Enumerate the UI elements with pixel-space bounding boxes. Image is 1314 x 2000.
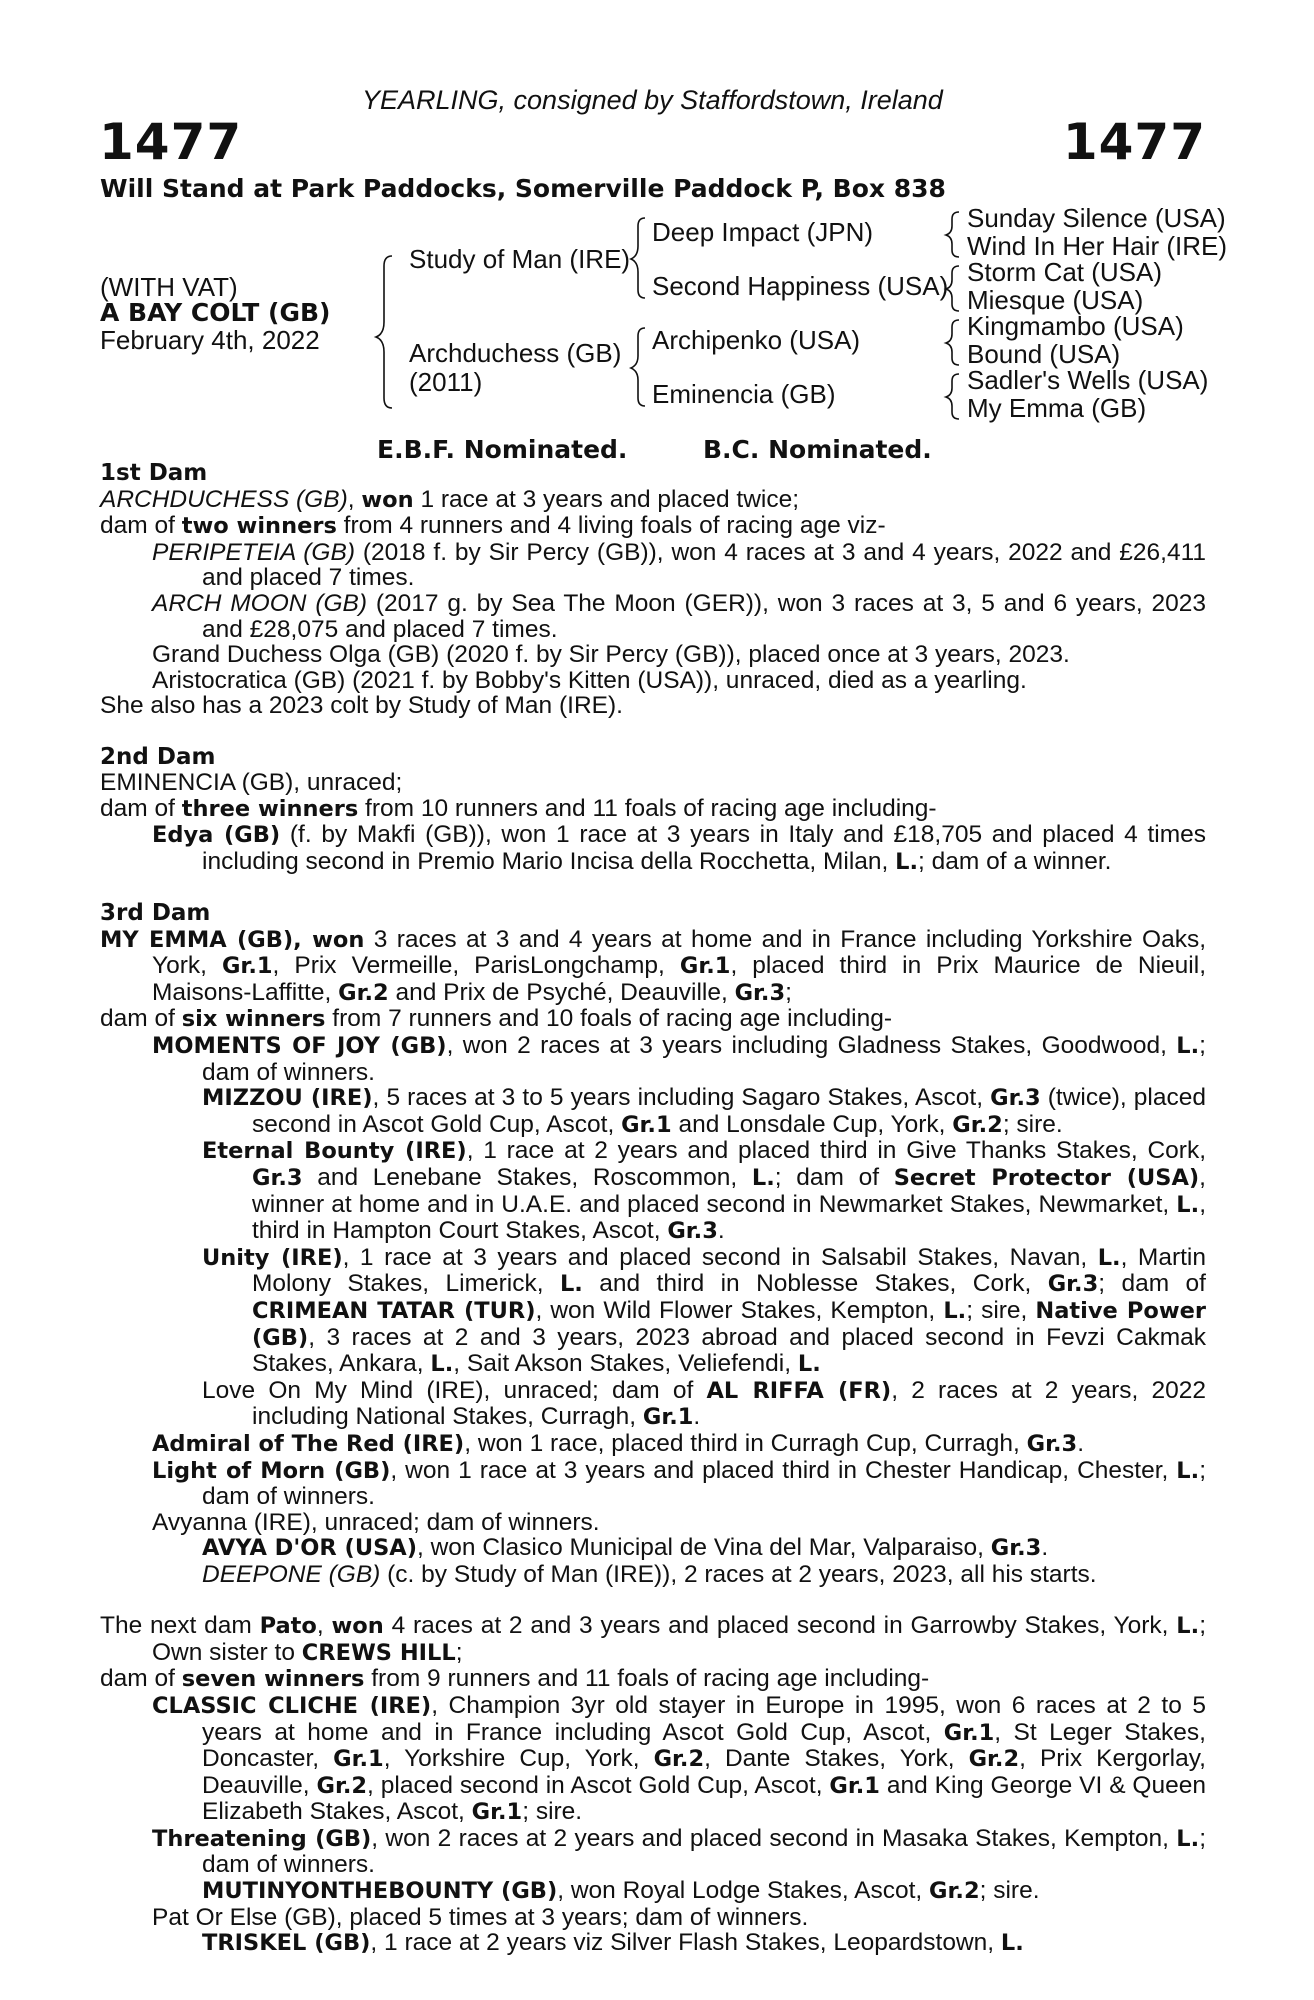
progeny-pat-or-else: Pat Or Else (GB), placed 5 times at 3 years; dam of winners. (152, 1903, 809, 1931)
pedigree-dam: Archduchess (GB) (409, 338, 622, 368)
consignment-line: YEARLING, consigned by Staffordstown, Ireland (362, 85, 943, 115)
first-dam-record: ARCHDUCHESS (GB), won 1 race at 3 years and placed twice; (100, 485, 800, 513)
lot-number-left: 1477 (99, 113, 243, 171)
third-dam-produce: dam of six winners from 7 runners and 10 foals of racing age including- (100, 1005, 893, 1033)
pedigree-sire-sire: Deep Impact (JPN) (652, 217, 874, 247)
pedigree-ggen-1: Sunday Silence (USA) (967, 203, 1226, 233)
first-dam-heading: 1st Dam (100, 460, 208, 486)
stand-location: Will Stand at Park Paddocks, Somerville Paddock P, Box 838 (100, 174, 946, 203)
progeny-love-on-my-mind: Love On My Mind (IRE), unraced; dam of AL RIFFA (FR), 2 races at 2 years, 2022 including National Stakes, Curragh, Gr.1. (202, 1376, 1206, 1431)
pedigree-sire: Study of Man (IRE) (409, 244, 631, 274)
pedigree-ggen-7: Sadler's Wells (USA) (967, 365, 1209, 395)
catalogue-body (100, 461, 1206, 1957)
first-dam-also: She also has a 2023 colt by Study of Man (IRE). (100, 692, 623, 720)
progeny-peripeteia: PERIPETEIA (GB) (2018 f. by Sir Percy (GB)), won 4 races at 3 and 4 years, 2022 and £26,411 and placed 7 times. (152, 538, 1207, 592)
progeny-deepone: DEEPONE (GB) (c. by Study of Man (IRE)), 2 races at 2 years, 2023, all his starts. (202, 1560, 1097, 1588)
pedigree-dam-sire: Archipenko (USA) (652, 325, 861, 355)
progeny-edya: Edya (GB) (f. by Makfi (GB)), won 1 race at 3 years in Italy and £18,705 and placed 4 times including second in Premio Mario Incisa della Rocchetta, Milan, L.; dam of a winner. (152, 821, 1207, 875)
progeny-mutinyonthebounty: MUTINYONTHEBOUNTY (GB), won Royal Lodge Stakes, Ascot, Gr.2; sire. (202, 1877, 1040, 1905)
pedigree-ggen-5: Kingmambo (USA) (967, 311, 1184, 341)
progeny-grand-duchess-olga: Grand Duchess Olga (GB) (2020 f. by Sir Percy (GB)), placed once at 3 years, 2023. (152, 641, 1070, 669)
pedigree-dam-year: (2011) (409, 367, 483, 397)
pedigree-ggen-4: Miesque (USA) (967, 285, 1144, 315)
third-dam-heading: 3rd Dam (100, 900, 211, 927)
progeny-avyanna: Avyanna (IRE), unraced; dam of winners. (152, 1508, 600, 1536)
third-dam-record: MY EMMA (GB), won 3 races at 3 and 4 years at home and in France including Yorkshire Oaks, York, Gr.1, Prix Vermeille, ParisLongchamp, Gr.1, placed third in Prix Maurice de Nieuil, Maisons-Laffitte, Gr.2 and Prix de Psyché, Deauville, Gr.3; (100, 925, 1207, 1006)
first-dam-name: ARCHDUCHESS (GB) (100, 485, 348, 513)
pedigree-dam-dam: Eminencia (GB) (652, 379, 836, 409)
progeny-light-of-morn: Light of Morn (GB), won 1 race at 3 years and placed third in Chester Handicap, Chester, L.; dam of winners. (152, 1456, 1206, 1511)
foaling-date: February 4th, 2022 (100, 325, 320, 355)
bc-nomination: B.C. Nominated. (703, 435, 932, 464)
progeny-arch-moon: ARCH MOON (GB) (2017 g. by Sea The Moon (GER)), won 3 races at 3, 5 and 6 years, 2023 and £28,075 and placed 7 times. (152, 589, 1206, 643)
progeny-unity: Unity (IRE), 1 race at 3 years and placed second in Salsabil Stakes, Navan, L., Martin Molony Stakes, Limerick, L. and third in Noblesse Stakes, Cork, Gr.3; dam of CRIMEAN TATAR (TUR), won Wild Flower Stakes, Kempton, L.; sire, Native Power (GB), 3 races at 2 and 3 years, 2023 abroad and placed second in Fevzi Cakmak Stakes, Ankara, L., Sait Akson Stakes, Veliefendi, L. (202, 1243, 1207, 1378)
vat-note: (WITH VAT) (100, 272, 238, 302)
next-dam-produce: dam of seven winners from 9 runners and 11 foals of racing age including- (100, 1665, 930, 1693)
progeny-eternal-bounty: Eternal Bounty (IRE), 1 race at 2 years and placed third in Give Thanks Stakes, Cork, Gr.3 and Lenebane Stakes, Roscommon, L.; dam of Secret Protector (USA), winner at home and in U.A.E. and placed second in Newmarket Stakes, Newmarket, L., third in Hampton Court Stakes, Ascot, Gr.3. (202, 1137, 1207, 1245)
progeny-moments-of-joy: MOMENTS OF JOY (GB), won 2 races at 3 years including Gladness Stakes, Goodwood, L.; dam of winners. (152, 1032, 1206, 1086)
horse-name: A BAY COLT (GB) (100, 298, 331, 327)
progeny-classic-cliche: CLASSIC CLICHE (IRE), Champion 3yr old stayer in Europe in 1995, won 6 races at 2 to 5 years at home and in France including Ascot Gold Cup, Ascot, Gr.1, St Leger Stakes, Doncaster, Gr.1, Yorkshire Cup, York, Gr.2, Dante Stakes, York, Gr.2, Prix Kergorlay, Deauville, Gr.2, placed second in Ascot Gold Cup, Ascot, Gr.1 and King George VI & Queen Elizabeth Stakes, Ascot, Gr.1; sire. (152, 1691, 1207, 1826)
lot-number-right: 1477 (1062, 113, 1206, 171)
second-dam-produce: dam of three winners from 10 runners and 11 foals of racing age including- (100, 794, 937, 822)
pedigree-ggen-2: Wind In Her Hair (IRE) (967, 231, 1228, 261)
progeny-aristocratica: Aristocratica (GB) (2021 f. by Bobby's Kitten (USA)), unraced, died as a yearling. (152, 666, 1027, 694)
second-dam-record: EMINENCIA (GB), unraced; (100, 769, 403, 797)
progeny-triskel: TRISKEL (GB), 1 race at 2 years viz Silver Flash Stakes, Leopardstown, L. (202, 1929, 1024, 1957)
pedigree-ggen-6: Bound (USA) (967, 339, 1121, 369)
progeny-avya-dor: AVYA D'OR (USA), won Clasico Municipal de Vina del Mar, Valparaiso, Gr.3. (202, 1534, 1049, 1562)
next-dam-record: The next dam Pato, won 4 races at 2 and 3 years and placed second in Garrowby Stakes, York, L.; Own sister to CREWS HILL; (100, 1612, 1206, 1666)
progeny-mizzou: MIZZOU (IRE), 5 races at 3 to 5 years including Sagaro Stakes, Ascot, Gr.3 (twice), placed second in Ascot Gold Cup, Ascot, Gr.1 and Lonsdale Cup, York, Gr.2; sire. (202, 1084, 1206, 1138)
ebf-nomination: E.B.F. Nominated. (377, 435, 628, 464)
pedigree-sire-dam: Second Happiness (USA) (652, 271, 949, 301)
pedigree-ggen-8: My Emma (GB) (967, 393, 1147, 423)
second-dam-heading: 2nd Dam (100, 743, 216, 770)
first-dam-produce: dam of two winners from 4 runners and 4 living foals of racing age viz- (100, 512, 886, 540)
progeny-admiral-of-the-red: Admiral of The Red (IRE), won 1 race, placed third in Curragh Cup, Curragh, Gr.3. (152, 1429, 1085, 1457)
progeny-threatening: Threatening (GB), won 2 races at 2 years and placed second in Masaka Stakes, Kempton, L.; dam of winners. (152, 1824, 1206, 1879)
pedigree-ggen-3: Storm Cat (USA) (967, 257, 1163, 287)
